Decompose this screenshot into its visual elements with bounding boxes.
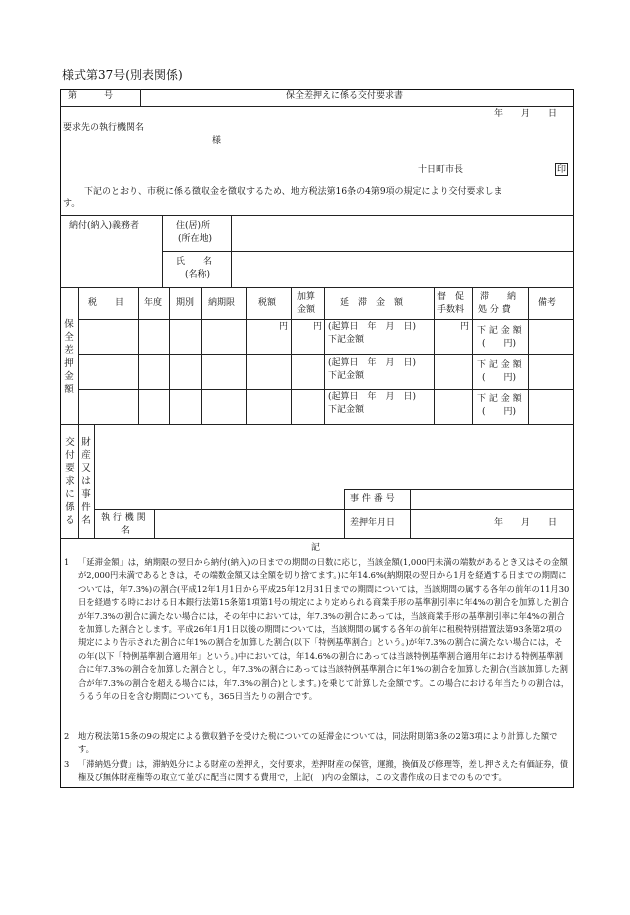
- header-zeimoku: 税 目: [88, 298, 125, 308]
- seal-mark: 印: [556, 165, 566, 175]
- issuer-name: 十日町市長: [418, 165, 464, 175]
- zaisan-label: 財産又は事件名: [81, 437, 91, 526]
- header-tokusoku: 督 促: [437, 292, 465, 302]
- kisan-row2: (起算日 年 月 日): [328, 358, 417, 368]
- header-kasan: 加算: [297, 292, 316, 302]
- kaki-row2: 下記金額: [328, 371, 365, 381]
- intro-text-line2: す。: [63, 199, 81, 209]
- note-3-text: 「滞納処分費」は，滞納処分による財産の差押え，交付要求，差押財産の保管，運搬，換価及び修理等，差し押さえた有価証券，債権及び無体財産権等の取立て並びに配当に関する費用で，上記( )内の金額は，この文書作成の日までのものです。: [78, 759, 569, 783]
- document-title: 保全差押えに係る交付要求書: [286, 91, 404, 101]
- agency-label: 執 行 機 関: [101, 513, 146, 523]
- kaki-spaced-row2: 下 記 金 額: [477, 360, 522, 370]
- agency-label-sub: 名: [121, 526, 131, 536]
- name-label: 氏 名: [176, 257, 213, 267]
- yen-paren-row1: ( 円): [482, 339, 517, 349]
- intro-text-line1: 下記のとおり、市税に係る徴収金を徴収するため、地方税法第16条の4第9項の規定により交付要求しま: [84, 187, 503, 197]
- note-2: [64, 730, 570, 757]
- yen-kasan: 円: [313, 322, 323, 332]
- amount-side-label: 保全差押金額: [64, 319, 74, 395]
- note-3: [64, 758, 570, 785]
- note-3-number: 3: [64, 759, 70, 769]
- notes-title: 記: [311, 543, 321, 553]
- kisan-row1: (起算日 年 月 日): [328, 322, 417, 332]
- header-tokusoku-sub: 手数料: [437, 305, 465, 315]
- form-title: 様式第37号(別表関係): [62, 68, 183, 82]
- taxpayer-label: 納付(納入)義務者: [69, 221, 140, 231]
- note-1-number: 1: [64, 557, 70, 567]
- header-kibetsu: 期別: [176, 298, 195, 308]
- kaki-spaced-row3: 下 記 金 額: [477, 394, 522, 404]
- header-tainou-sub: 処 分 費: [478, 305, 511, 315]
- number-label: 第 号: [68, 91, 114, 101]
- kaki-row1: 下記金額: [328, 335, 365, 345]
- name-label-sub: (名称): [185, 270, 211, 280]
- address-label: 住(居)所: [176, 221, 211, 231]
- kaki-row3: 下記金額: [328, 405, 365, 415]
- note-2-text: 地方税法第15条の9の規定による徴収猶予を受けた税についての延滞金については，同法附則第3条の2第3項により計算した額です。: [78, 731, 558, 755]
- header-nendo: 年度: [144, 298, 163, 308]
- yen-zeigaku: 円: [279, 322, 289, 332]
- request-side-label: 交付要求に係る: [65, 437, 75, 526]
- header-kasan-sub: 金額: [297, 305, 316, 315]
- date-line: 年 月 日: [494, 109, 558, 119]
- case-number-label: 事 件 番 号: [350, 494, 395, 504]
- header-zeigaku: 税額: [258, 298, 277, 308]
- header-bikou: 備考: [538, 298, 557, 308]
- address-label-sub: (所在地): [178, 234, 213, 244]
- note-1-text: 「延滞金額」は，納期限の翌日から納付(納入)の日までの期間の日数に応じ，当該金額(1,000円未満の端数があるとき又はその金額が2,000円未満であるときは，その端数金額又は全額を切り捨てます。)に年14.6%(納期限の翌日から1月を経過する日までの期間については，年7.3%)の割合(平成12年1月1日から平成25年12月31日までの期間については，当該期間の属する各年の前年の11月30日を経過する時における日本銀行法第15条第1項第1号の規定により定められる商業手形の基準割引率に年4%の割合を加算した割合が年7.3%の割合に満たない場合には，その年中においては，年7.3%の割合にあっては，当該商業手形の基準割引率に年4%の割合を加算した割合とします。平成26年1月1日以後の期間については，当該期間の属する各年の前年に租税特別措置法第93条第2項の規定により告示された割合に年1%の割合を加算した割合(以下「特例基準割合」という。)が年7.3%の割合に満たない場合には，その年(以下「特例基準割合適用年」という。)中においては，年14.6%の割合にあっては当該特例基準割合適用年における特例基準割合に年7.3%の割合を加算した割合とし，年7.3%の割合にあっては当該特例基準割合に年1%の割合を加算した割合(当該加算した割合が年7.3%の割合を超える場合には，年7.3%の割合)とします。)を乗じて計算した金額です。この場合における年当たりの割合は，うるう年の日を含む期間についても，365日当たりの割合です。: [78, 557, 570, 702]
- sama-label: 様: [212, 136, 222, 146]
- header-tainou: 滞 納: [480, 292, 517, 302]
- kaki-spaced-row1: 下 記 金 額: [477, 326, 522, 336]
- seizure-date-label: 差押年月日: [350, 518, 396, 528]
- kisan-row3: (起算日 年 月 日): [328, 392, 417, 402]
- header-entai: 延 滞 金 額: [340, 298, 404, 308]
- note-1: [64, 556, 570, 703]
- recipient-label: 要求先の執行機関名: [63, 123, 145, 133]
- yen-paren-row2: ( 円): [482, 373, 517, 383]
- yen-paren-row3: ( 円): [482, 407, 517, 417]
- yen-tokusoku: 円: [460, 322, 470, 332]
- note-2-number: 2: [64, 731, 70, 741]
- header-nouki: 納期限: [208, 298, 236, 308]
- seizure-date-value: 年 月 日: [494, 518, 558, 528]
